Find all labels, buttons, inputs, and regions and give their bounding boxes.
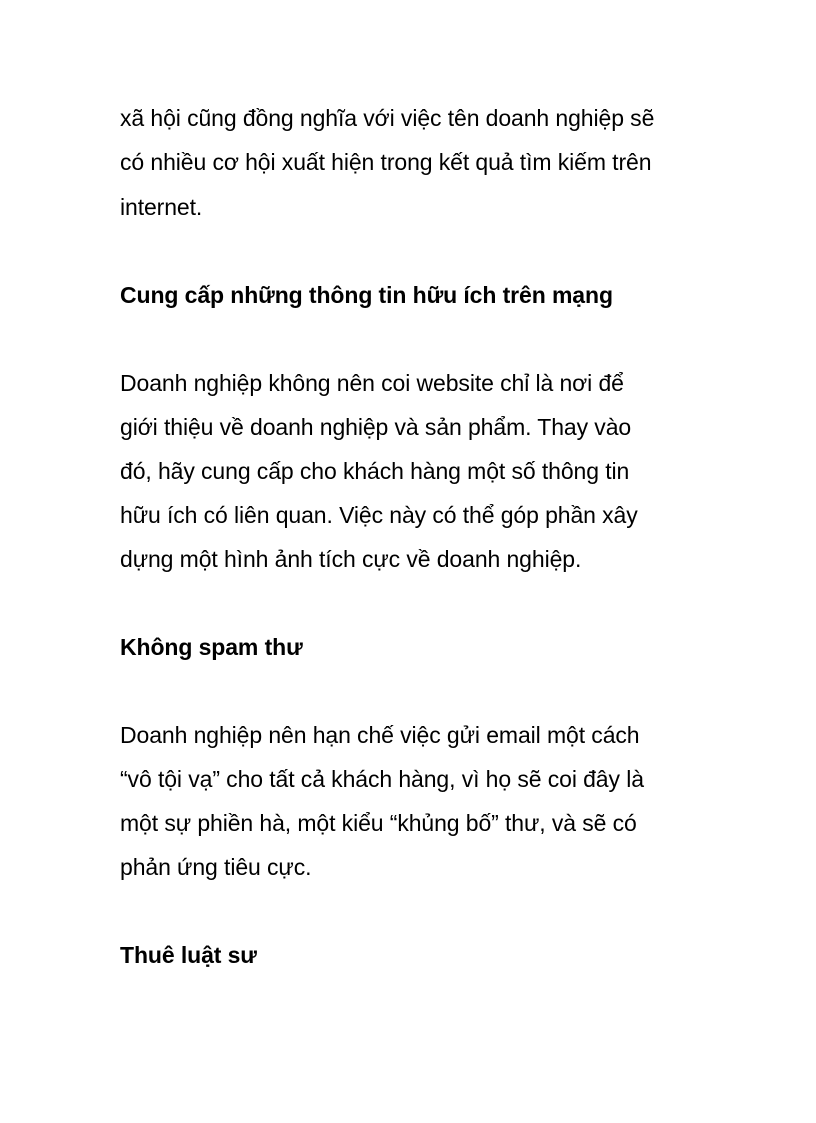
section-heading: Cung cấp những thông tin hữu ích trên mạng xyxy=(120,282,613,308)
paragraph-line: phản ứng tiêu cực. xyxy=(120,854,312,880)
paragraph-line: Doanh nghiệp không nên coi website chỉ là nơi để xyxy=(120,370,624,396)
paragraph-line: Doanh nghiệp nên hạn chế việc gửi email một cách xyxy=(120,722,640,748)
paragraph-line: một sự phiền hà, một kiểu “khủng bố” thư, và sẽ có xyxy=(120,810,637,836)
section-heading: Thuê luật sư xyxy=(120,942,257,968)
paragraph-line: dựng một hình ảnh tích cực về doanh nghiệp. xyxy=(120,546,582,572)
paragraph-line: xã hội cũng đồng nghĩa với việc tên doanh nghiệp sẽ xyxy=(120,105,655,131)
section-heading: Không spam thư xyxy=(120,634,303,660)
paragraph-line: internet. xyxy=(120,194,203,220)
paragraph-line: “vô tội vạ” cho tất cả khách hàng, vì họ sẽ coi đây là xyxy=(120,766,644,792)
paragraph-line: hữu ích có liên quan. Việc này có thể góp phần xây xyxy=(120,502,638,528)
paragraph-line: giới thiệu về doanh nghiệp và sản phẩm. Thay vào xyxy=(120,414,632,440)
paragraph-line: có nhiều cơ hội xuất hiện trong kết quả tìm kiếm trên xyxy=(120,149,652,175)
paragraph-line: đó, hãy cung cấp cho khách hàng một số thông tin xyxy=(120,458,630,484)
